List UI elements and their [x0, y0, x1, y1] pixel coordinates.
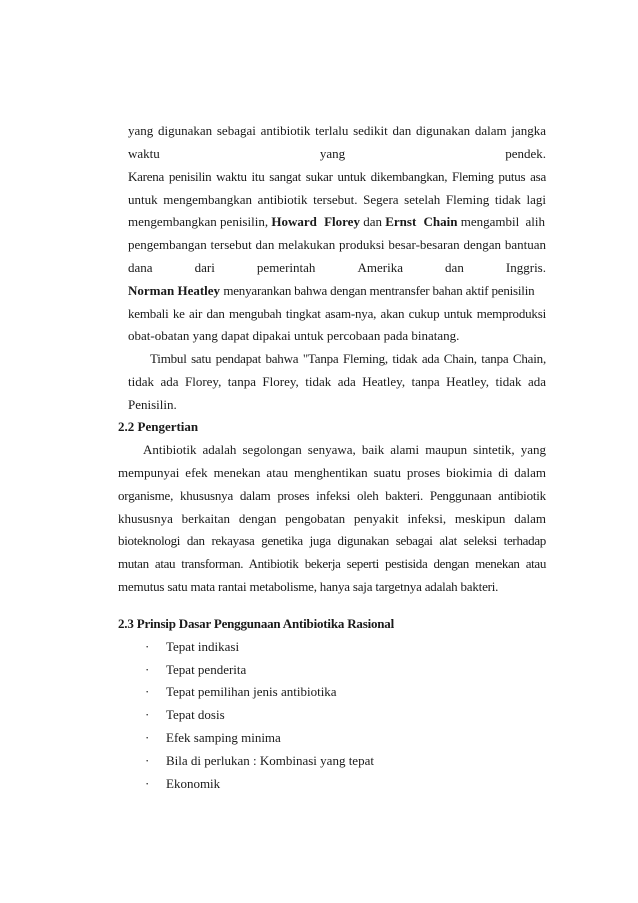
text-run: tidak ada Florey, tanpa Florey, tidak ada Heatley, tanpa Heatley, tidak ada: [128, 374, 546, 389]
text-run: untuk mengembangkan antibiotik tersebut. Segera setelah Fleming tidak lagi: [128, 192, 546, 207]
paragraph-line: [118, 488, 546, 504]
list-item-text: Tepat indikasi: [166, 639, 240, 654]
paragraph-line: [128, 260, 546, 276]
bold-name: Norman Heatley: [128, 283, 221, 298]
bold-name: Ernst Chain: [385, 214, 458, 229]
text-run: mempunyai efek menekan atau menghentikan suatu proses biokimia di dalam: [118, 465, 546, 480]
bold-name: Howard Florey: [271, 214, 360, 229]
text-run: mengembangkan penisilin,: [128, 214, 269, 229]
text-run: kembali ke air dan mengubah tingkat asam-nya, akan cukup untuk memproduksi: [128, 306, 546, 321]
text-run: mengambil alih: [460, 214, 545, 229]
bullet-dot: ·: [145, 707, 150, 722]
section-heading: 2.2 Pengertian: [118, 419, 199, 434]
text-run: organisme, khususnya dalam proses infeksi oleh bakteri. Penggunaan antibiotik: [118, 488, 546, 503]
paragraph-line: [128, 328, 459, 344]
word: dari: [194, 260, 215, 275]
paragraph-line: [118, 533, 546, 549]
word: dana: [128, 260, 153, 275]
paragraph-line: [128, 169, 546, 185]
word: dan: [445, 260, 464, 275]
list-item-text: Tepat pemilihan jenis antibiotika: [166, 684, 337, 699]
bullet-dot: ·: [145, 662, 150, 677]
paragraph-line: [118, 579, 498, 595]
list-item-text: Efek samping minima: [166, 730, 281, 745]
paragraph-line: [118, 556, 546, 572]
paragraph-line: [118, 511, 546, 527]
paragraph-line: [128, 214, 546, 230]
word: pendek.: [505, 146, 546, 161]
text-run: obat-obatan yang dapat dipakai untuk percobaan pada binatang.: [128, 328, 460, 343]
word: Amerika: [357, 260, 403, 275]
text-run: dan: [363, 214, 382, 229]
text-run: memutus satu mata rantai metabolisme, hanya saja targetnya adalah bakteri.: [118, 579, 499, 594]
list-item-text: Bila di perlukan : Kombinasi yang tepat: [166, 753, 374, 768]
text-run: pengembangan tersebut dan melakukan produksi besar-besaran dengan bantuan: [128, 237, 546, 252]
paragraph-line: [128, 146, 546, 162]
paragraph-line: [143, 442, 546, 458]
bullet-dot: ·: [145, 639, 150, 654]
paragraph-line: [128, 192, 546, 208]
list-item-text: Tepat penderita: [166, 662, 247, 677]
text-run: Timbul satu pendapat bahwa "Tanpa Fleming, tidak ada Chain, tanpa Chain,: [150, 351, 546, 366]
section-heading: 2.3 Prinsip Dasar Penggunaan Antibiotika Rasional: [118, 616, 395, 631]
text-run: Penisilin.: [128, 397, 177, 412]
paragraph-line: [128, 237, 546, 253]
word: pemerintah: [256, 260, 316, 275]
bullet-dot: ·: [145, 776, 150, 791]
text-run: mutan atau transforman. Antibiotik bekerja seperti pestisida dengan menekan atau: [118, 556, 546, 571]
text-run: Karena penisilin waktu itu sangat sukar untuk dikembangkan, Fleming putus asa: [128, 169, 546, 184]
word: waktu: [128, 146, 160, 161]
text-run: menyarankan bahwa dengan mentransfer bahan aktif penisilin: [223, 283, 535, 298]
list-item-text: Tepat dosis: [166, 707, 225, 722]
paragraph-line: [128, 397, 177, 413]
paragraph-line: [128, 306, 546, 322]
word: yang: [319, 146, 346, 161]
word: Inggris.: [505, 260, 546, 275]
text-run: bioteknologi dan rekayasa genetika juga digunakan sebagai alat seleksi terhadap: [118, 533, 546, 548]
text-run: yang digunakan sebagai antibiotik terlalu sedikit dan digunakan dalam jangka: [128, 123, 546, 138]
paragraph-line: [118, 465, 546, 481]
paragraph-line: [150, 351, 546, 367]
text-run: khususnya berkaitan dengan pengobatan penyakit infeksi, meskipun dalam: [118, 511, 546, 526]
bullet-dot: ·: [145, 730, 150, 745]
list-item-text: Ekonomik: [166, 776, 221, 791]
bullet-dot: ·: [145, 684, 150, 699]
paragraph-line: [128, 374, 546, 390]
paragraph-line: [128, 283, 546, 299]
bullet-dot: ·: [145, 753, 150, 768]
paragraph-line: [128, 123, 546, 139]
text-run: Antibiotik adalah segolongan senyawa, baik alami maupun sintetik, yang: [143, 442, 546, 457]
